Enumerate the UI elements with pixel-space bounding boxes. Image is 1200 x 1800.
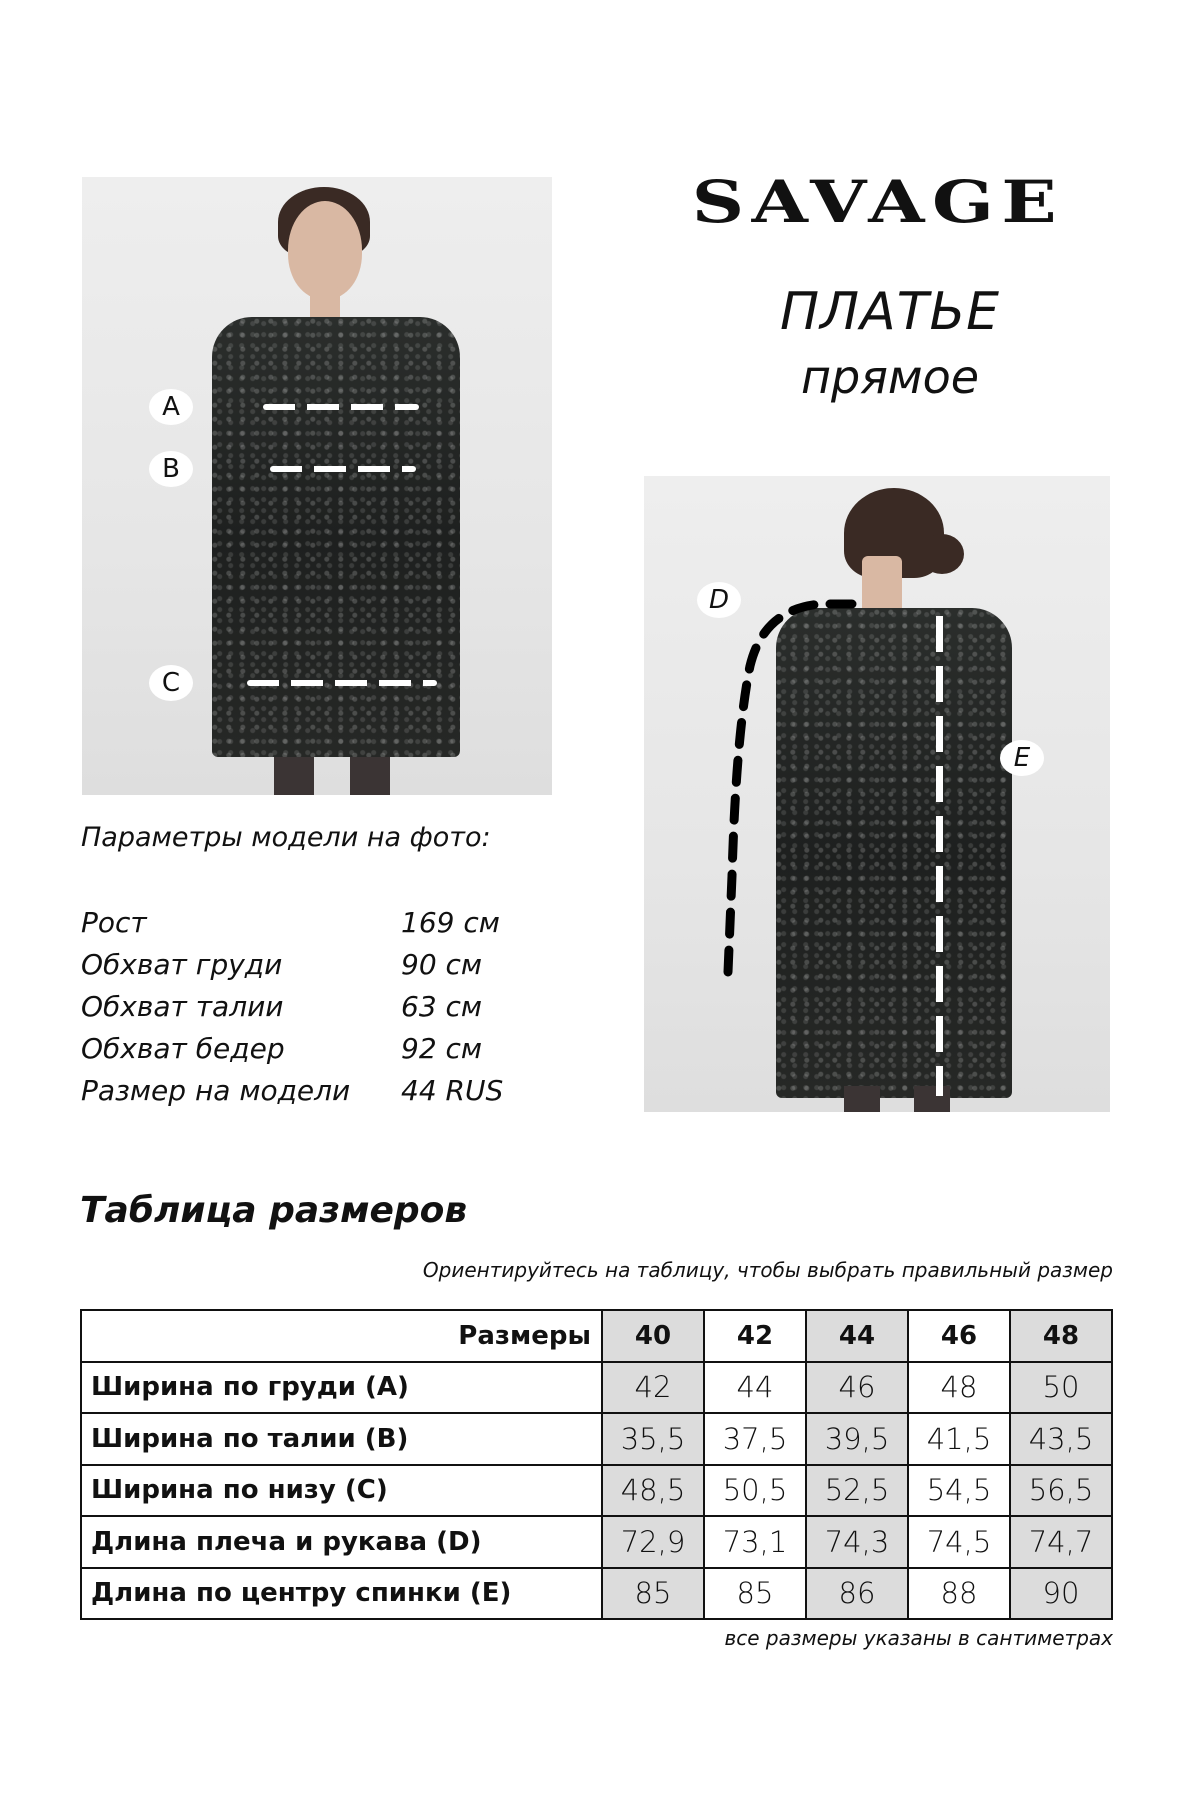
front-view-photo xyxy=(82,177,552,795)
row-label: Ширина по низу (C) xyxy=(81,1465,602,1517)
table-cell: 74,5 xyxy=(908,1516,1010,1568)
row-label: Длина по центру спинки (E) xyxy=(81,1568,602,1620)
measure-line-e xyxy=(936,616,943,1096)
table-row xyxy=(81,1413,1112,1465)
measure-line-d xyxy=(644,476,1110,1112)
model-head xyxy=(288,201,362,299)
table-cell: 90 xyxy=(1010,1568,1112,1620)
param-value: 63 см xyxy=(401,989,483,1023)
product-subtitle: прямое xyxy=(800,350,980,404)
param-label: Размер на модели xyxy=(81,1073,351,1107)
table-cell: 74,3 xyxy=(806,1516,908,1568)
size-table-title: Таблица размеров xyxy=(80,1190,468,1231)
size-table-hint: Ориентируйтесь на таблицу, чтобы выбрать правильный размер xyxy=(422,1258,1113,1282)
table-row xyxy=(81,1516,1112,1568)
table-cell: 35,5 xyxy=(602,1413,704,1465)
measure-line-a xyxy=(263,404,419,410)
table-cell: 46 xyxy=(806,1362,908,1414)
table-cell: 52,5 xyxy=(806,1465,908,1517)
param-value: 90 см xyxy=(401,947,483,981)
header-sizes-label: Размеры xyxy=(81,1310,602,1362)
table-footnote: все размеры указаны в сантиметрах xyxy=(724,1626,1113,1650)
table-cell: 48,5 xyxy=(602,1465,704,1517)
table-cell: 41,5 xyxy=(908,1413,1010,1465)
table-cell: 39,5 xyxy=(806,1413,908,1465)
back-view-photo xyxy=(644,476,1110,1112)
table-cell: 48 xyxy=(908,1362,1010,1414)
size-header-44: 44 xyxy=(806,1310,908,1362)
param-value: 169 см xyxy=(401,905,500,939)
table-row xyxy=(81,1465,1112,1517)
size-header-46: 46 xyxy=(908,1310,1010,1362)
measure-line-b xyxy=(270,466,416,472)
table-cell: 54,5 xyxy=(908,1465,1010,1517)
marker-d: D xyxy=(697,582,741,618)
param-row-hips xyxy=(81,1027,503,1069)
table-cell: 43,5 xyxy=(1010,1413,1112,1465)
table-cell: 85 xyxy=(704,1568,806,1620)
table-cell: 50,5 xyxy=(704,1465,806,1517)
table-cell: 44 xyxy=(704,1362,806,1414)
param-value: 92 см xyxy=(401,1031,483,1065)
table-cell: 85 xyxy=(602,1568,704,1620)
param-value: 44 RUS xyxy=(401,1073,504,1107)
table-cell: 42 xyxy=(602,1362,704,1414)
sequin-dress-front xyxy=(212,317,460,757)
model-leg-left xyxy=(274,757,314,795)
table-cell: 56,5 xyxy=(1010,1465,1112,1517)
param-label: Обхват бедер xyxy=(81,1031,285,1065)
brand-logo: SAVAGE xyxy=(691,168,1065,236)
table-cell: 72,9 xyxy=(602,1516,704,1568)
model-leg-right xyxy=(350,757,390,795)
row-label: Ширина по талии (B) xyxy=(81,1413,602,1465)
table-cell: 86 xyxy=(806,1568,908,1620)
table-cell: 37,5 xyxy=(704,1413,806,1465)
row-label: Ширина по груди (A) xyxy=(81,1362,602,1414)
marker-c: C xyxy=(149,665,193,701)
marker-a: A xyxy=(149,389,193,425)
marker-e: E xyxy=(1000,740,1044,776)
marker-b: B xyxy=(149,451,193,487)
table-cell: 50 xyxy=(1010,1362,1112,1414)
table-row xyxy=(81,1362,1112,1414)
measure-line-c xyxy=(247,680,437,686)
param-row-waist xyxy=(81,985,503,1027)
table-header-row xyxy=(81,1310,1112,1362)
param-label: Обхват талии xyxy=(81,989,284,1023)
model-params-title: Параметры модели на фото: xyxy=(81,822,491,853)
param-row-size xyxy=(81,1069,503,1111)
table-row xyxy=(81,1568,1112,1620)
param-label: Обхват груди xyxy=(81,947,283,981)
size-header-48: 48 xyxy=(1010,1310,1112,1362)
table-cell: 74,7 xyxy=(1010,1516,1112,1568)
size-header-42: 42 xyxy=(704,1310,806,1362)
param-row-height xyxy=(81,901,503,943)
model-parameters xyxy=(81,822,503,1111)
size-header-40: 40 xyxy=(602,1310,704,1362)
size-table xyxy=(80,1309,1113,1620)
param-row-bust xyxy=(81,943,503,985)
param-label: Рост xyxy=(81,905,147,939)
product-title: ПЛАТЬЕ xyxy=(779,282,1001,342)
table-cell: 88 xyxy=(908,1568,1010,1620)
table-cell: 73,1 xyxy=(704,1516,806,1568)
row-label: Длина плеча и рукава (D) xyxy=(81,1516,602,1568)
